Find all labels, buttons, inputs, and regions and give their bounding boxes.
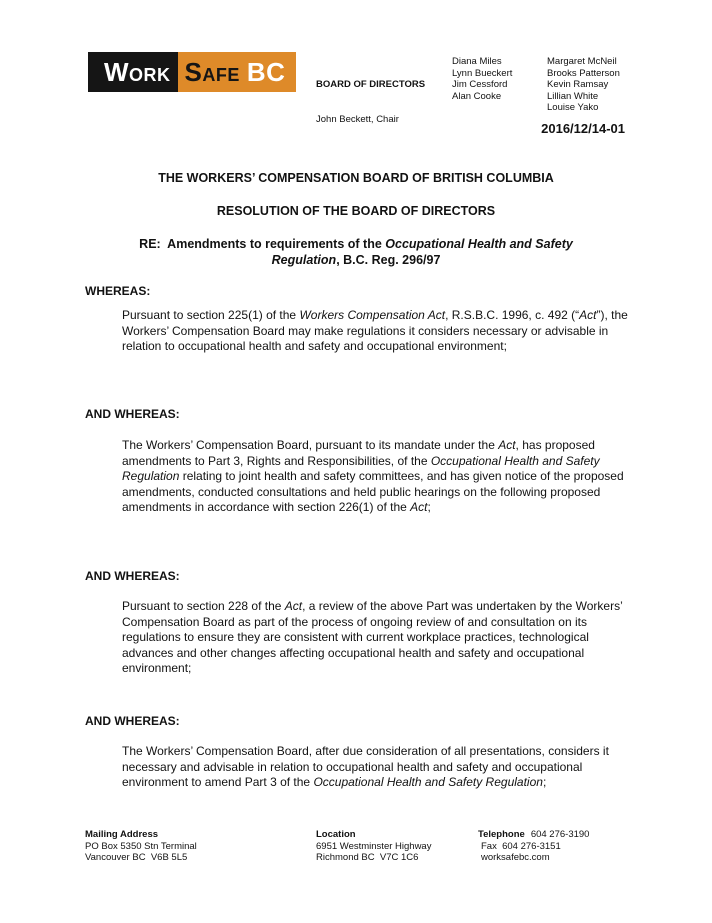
directors-column-2 bbox=[547, 56, 620, 114]
whereas-heading: AND WHEREAS: bbox=[85, 569, 180, 583]
list-line: Vancouver BC V6B 5L5 bbox=[85, 852, 188, 864]
re-subject-block bbox=[0, 236, 712, 268]
text-run: relating to joint health and safety committees, and has given notice of the proposed amendments, conducted consultations and held public hearings on the following proposed amendments in accordance with section 226(1) of the bbox=[122, 469, 627, 515]
board-chair: John Beckett, Chair bbox=[316, 113, 399, 125]
text-run: Occupational Health and Safety bbox=[385, 237, 573, 251]
list-line: Fax 604 276-3151 bbox=[481, 840, 561, 852]
logo-text-bc: BC bbox=[246, 57, 286, 87]
mailing-address-label: Mailing Address bbox=[85, 829, 159, 840]
list-line: PO Box 5350 Stn Terminal bbox=[85, 840, 197, 852]
board-of-directors-block bbox=[316, 56, 425, 149]
text-run: Occupational Health and Safety Regulation bbox=[122, 453, 603, 484]
directors-column-1 bbox=[452, 56, 512, 102]
resolution-number: 2016/12/14-01 bbox=[541, 121, 625, 136]
list-line: 6951 Westminster Highway bbox=[316, 840, 432, 852]
list-line: Louise Yako bbox=[547, 102, 599, 114]
board-of-directors-label: BOARD OF DIRECTORS bbox=[316, 79, 426, 91]
list-line: Richmond BC V7C 1C6 bbox=[316, 852, 419, 864]
list-line: Diana Miles bbox=[452, 56, 502, 67]
logo-text-work: Work bbox=[104, 57, 171, 87]
logo-text-safe: Safe bbox=[184, 57, 240, 87]
whereas-paragraph bbox=[122, 308, 634, 355]
telephone-line bbox=[478, 829, 589, 841]
document-title: THE WORKERS’ COMPENSATION BOARD OF BRITISH COLUMBIA bbox=[158, 171, 554, 185]
location-label: Location bbox=[316, 829, 356, 840]
text-run: RE: Amendments to requirements of the bbox=[139, 237, 386, 251]
whereas-paragraph bbox=[122, 744, 634, 791]
list-line: Jim Cessford bbox=[452, 79, 508, 91]
text-run: Act bbox=[410, 500, 428, 515]
text-run: Regulation bbox=[271, 253, 337, 267]
whereas-heading: AND WHEREAS: bbox=[85, 714, 180, 728]
text-run: Act bbox=[498, 438, 516, 452]
telephone-number: 604 276-3190 bbox=[530, 829, 590, 840]
text-run: Occupational Health and Safety Regulation bbox=[313, 775, 543, 790]
mailing-address-lines bbox=[85, 841, 197, 864]
whereas-section-3 bbox=[85, 569, 634, 676]
text-run: ; bbox=[542, 775, 547, 790]
list-line: Lillian White bbox=[547, 90, 599, 102]
worksafebc-logo bbox=[88, 52, 296, 92]
whereas-paragraph bbox=[122, 438, 634, 516]
whereas-section-1 bbox=[85, 284, 634, 354]
text-run: The Workers’ Compensation Board, pursuant to its mandate under the bbox=[122, 438, 499, 452]
logo-black-segment bbox=[88, 52, 178, 92]
whereas-heading: AND WHEREAS: bbox=[85, 407, 180, 421]
contact-lines bbox=[478, 841, 589, 864]
text-run: Act bbox=[579, 308, 597, 322]
footer-contact bbox=[478, 829, 589, 864]
text-run: The Workers’ Compensation Board, after due consideration of all presentations, considers it necessary and advisable in relation to occupational health and safety and occupational environment to amend Part 3 of the bbox=[122, 744, 613, 790]
text-run: Act bbox=[284, 599, 303, 613]
footer-mailing-address bbox=[85, 829, 197, 864]
whereas-section-4 bbox=[85, 714, 634, 790]
telephone-label: Telephone bbox=[478, 829, 525, 840]
re-subject-line-2 bbox=[0, 252, 712, 268]
text-run: Pursuant to section 225(1) of the bbox=[122, 308, 300, 322]
list-line: Margaret McNeil bbox=[547, 56, 617, 67]
whereas-paragraph bbox=[122, 599, 634, 677]
list-line: Brooks Patterson bbox=[547, 67, 620, 79]
footer-location bbox=[316, 829, 431, 864]
list-line: worksafebc.com bbox=[481, 852, 550, 864]
text-run: , a review of the above Part was undertaken by the Workers’ Compensation Board as part of the process of ongoing review of and consultation on its regulations to ensure they are consistent with current workplace practices, technological advances and other changes affecting occupational health and safety and occupational environment; bbox=[122, 599, 626, 676]
logo-orange-segment bbox=[178, 52, 297, 92]
re-subject-line-1 bbox=[0, 236, 712, 252]
list-line: Kevin Ramsay bbox=[547, 79, 609, 91]
text-run: , R.S.B.C. 1996, c. 492 (“ bbox=[445, 308, 580, 322]
whereas-heading: WHEREAS: bbox=[85, 284, 151, 298]
text-run: Workers Compensation Act bbox=[299, 308, 446, 322]
text-run: Pursuant to section 228 of the bbox=[122, 599, 285, 613]
resolution-subtitle: RESOLUTION OF THE BOARD OF DIRECTORS bbox=[216, 204, 496, 218]
text-run: , B.C. Reg. 296/97 bbox=[336, 253, 441, 267]
location-lines bbox=[316, 841, 431, 864]
text-run: ”), the Workers’ Compensation Board may make regulations it considers necessary or advisable in relation to occupational health and safety and occupational environment; bbox=[122, 308, 632, 354]
text-run: , has proposed amendments to Part 3, Rights and Responsibilities, of the bbox=[122, 438, 599, 468]
whereas-section-2 bbox=[85, 407, 634, 515]
list-line: Lynn Bueckert bbox=[452, 67, 513, 79]
text-run: ; bbox=[427, 500, 431, 515]
list-line: Alan Cooke bbox=[452, 90, 502, 102]
